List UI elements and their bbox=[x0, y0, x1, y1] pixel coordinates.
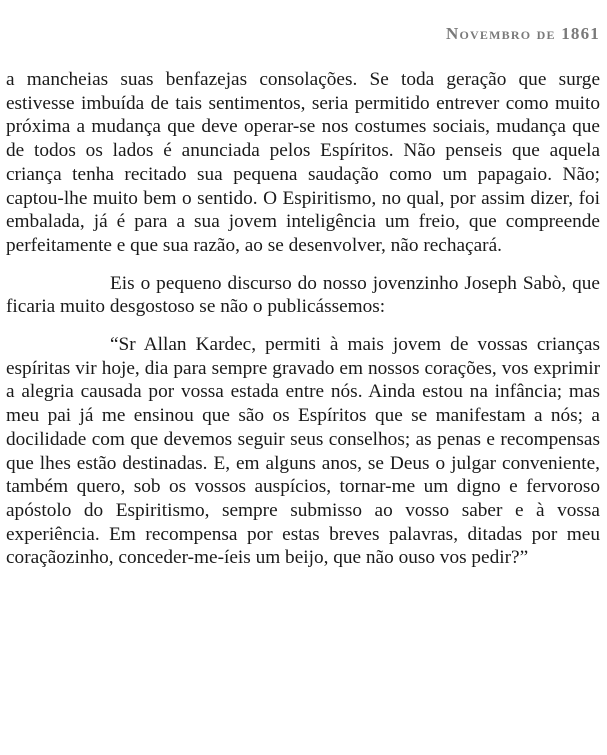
paragraph-consolations: a mancheias suas benfazejas consolações. Se toda geração que surge estivesse imbuída de tais sentimentos, seria permitido entrever como muito próxima a mudança que deve operar-se nos costumes sociais, mudança que de todos os lados é anunciada pelos Espíritos. Não penseis que aquela criança tenha recitado sua pequena saudação como um papagaio. Não; captou-lhe muito bem o sentido. O Espiritismo, no qual, por assim dizer, foi embalada, já é para a sua jovem inteligência um freio, que compreende perfeitamente e que sua razão, ao se desenvolver, não rechaçará. bbox=[6, 69, 600, 256]
paragraph-introduction: Eis o pequeno discurso do nosso jovenzinho Joseph Sabò, que ficaria muito desgostoso se não o publicássemos: bbox=[6, 272, 600, 318]
running-header: Novembro de 1861 bbox=[446, 24, 600, 43]
document-page bbox=[6, 0, 600, 570]
body-text bbox=[6, 68, 600, 570]
paragraph-speech-quote: “Sr Allan Kardec, permiti à mais jovem de vossas crianças espíritas vir hoje, dia para sempre gravado em nossos corações, vos exprimir a alegria causada por vossa estada entre nós. Ainda estou na infância; mas meu pai já me ensinou que são os Espíritos que se manifestam a nós; a docilidade com que devemos seguir seus conselhos; as penas e recompensas que lhes estão destinadas. E, em alguns anos, se Deus o julgar conveniente, também quero, sob os vossos auspícios, tornar-me um digno e fervoroso apóstolo do Espiritismo, sempre submisso ao vosso saber e à vossa experiência. Em recompensa por estas breves palavras, ditadas por meu coraçãozinho, conceder-me-íeis um beijo, que não ouso vos pedir?” bbox=[6, 334, 600, 569]
